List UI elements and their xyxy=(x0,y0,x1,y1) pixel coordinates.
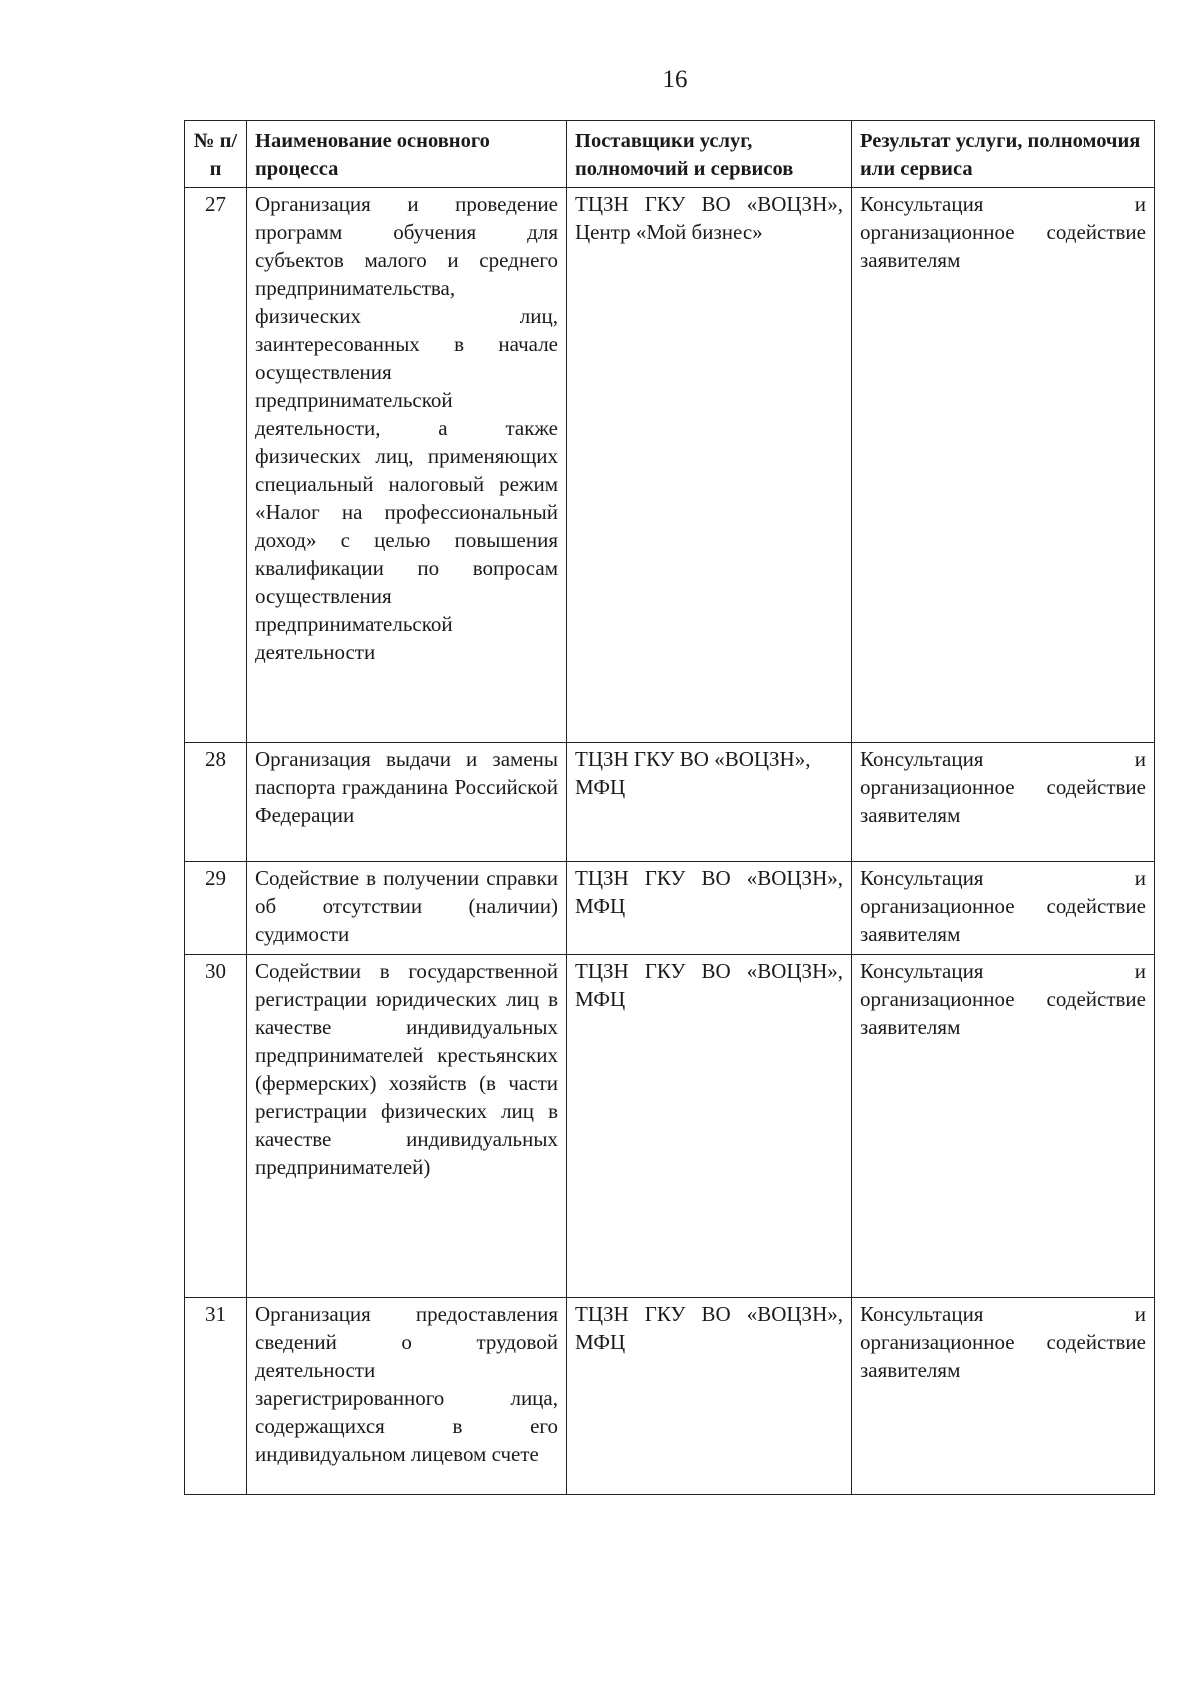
row-number: 27 xyxy=(185,188,247,743)
header-number: № п/п xyxy=(185,121,247,188)
header-process-name: Наименование основного процесса xyxy=(247,121,567,188)
row-providers: ТЦЗН ГКУ ВО «ВОЦЗН», МФЦ xyxy=(567,955,852,1298)
header-result: Результат услуги, полномочия или сервиса xyxy=(852,121,1155,188)
row-number: 30 xyxy=(185,955,247,1298)
row-process-name: Организация выдачи и замены паспорта гражданина Российской Федерации xyxy=(247,743,567,862)
row-providers: ТЦЗН ГКУ ВО «ВОЦЗН», МФЦ xyxy=(567,743,852,862)
row-result: Консультация и организационное содействие заявителям xyxy=(852,743,1155,862)
row-process-name: Организация и проведение программ обучения для субъектов малого и среднего предпринимательства, физических лиц, заинтересованных в начале осуществления предпринимательской деятельности, а также физических лиц, применяющих специальный налоговый режим «Налог на профессиональный доход» с целью повышения квалификации по вопросам осуществления предпринимательской деятельности xyxy=(247,188,567,743)
row-result: Консультация и организационное содействие заявителям xyxy=(852,862,1155,955)
header-providers: Поставщики услуг, полномочий и сервисов xyxy=(567,121,852,188)
services-table xyxy=(184,120,1155,1495)
page-number: 16 xyxy=(662,66,688,93)
row-number: 28 xyxy=(185,743,247,862)
row-result: Консультация и организационное содействие заявителям xyxy=(852,1298,1155,1495)
row-providers: ТЦЗН ГКУ ВО «ВОЦЗН», Центр «Мой бизнес» xyxy=(567,188,852,743)
row-number: 29 xyxy=(185,862,247,955)
row-process-name: Содействие в получении справки об отсутствии (наличии) судимости xyxy=(247,862,567,955)
row-result: Консультация и организационное содействие заявителям xyxy=(852,955,1155,1298)
row-process-name: Содействии в государственной регистрации юридических лиц в качестве индивидуальных предпринимателей крестьянских (фермерских) хозяйств (в части регистрации физических лиц в качестве индивидуальных предпринимателей) xyxy=(247,955,567,1298)
page-number-container xyxy=(0,66,1200,94)
table-row xyxy=(185,188,1155,743)
row-result: Консультация и организационное содействие заявителям xyxy=(852,188,1155,743)
table-header-row xyxy=(185,121,1155,188)
table-row xyxy=(185,955,1155,1298)
row-providers: ТЦЗН ГКУ ВО «ВОЦЗН», МФЦ xyxy=(567,1298,852,1495)
row-providers: ТЦЗН ГКУ ВО «ВОЦЗН», МФЦ xyxy=(567,862,852,955)
row-process-name: Организация предоставления сведений о трудовой деятельности зарегистрированного лица, содержащихся в его индивидуальном лицевом счете xyxy=(247,1298,567,1495)
table-row xyxy=(185,1298,1155,1495)
row-number: 31 xyxy=(185,1298,247,1495)
table-row xyxy=(185,743,1155,862)
table-row xyxy=(185,862,1155,955)
